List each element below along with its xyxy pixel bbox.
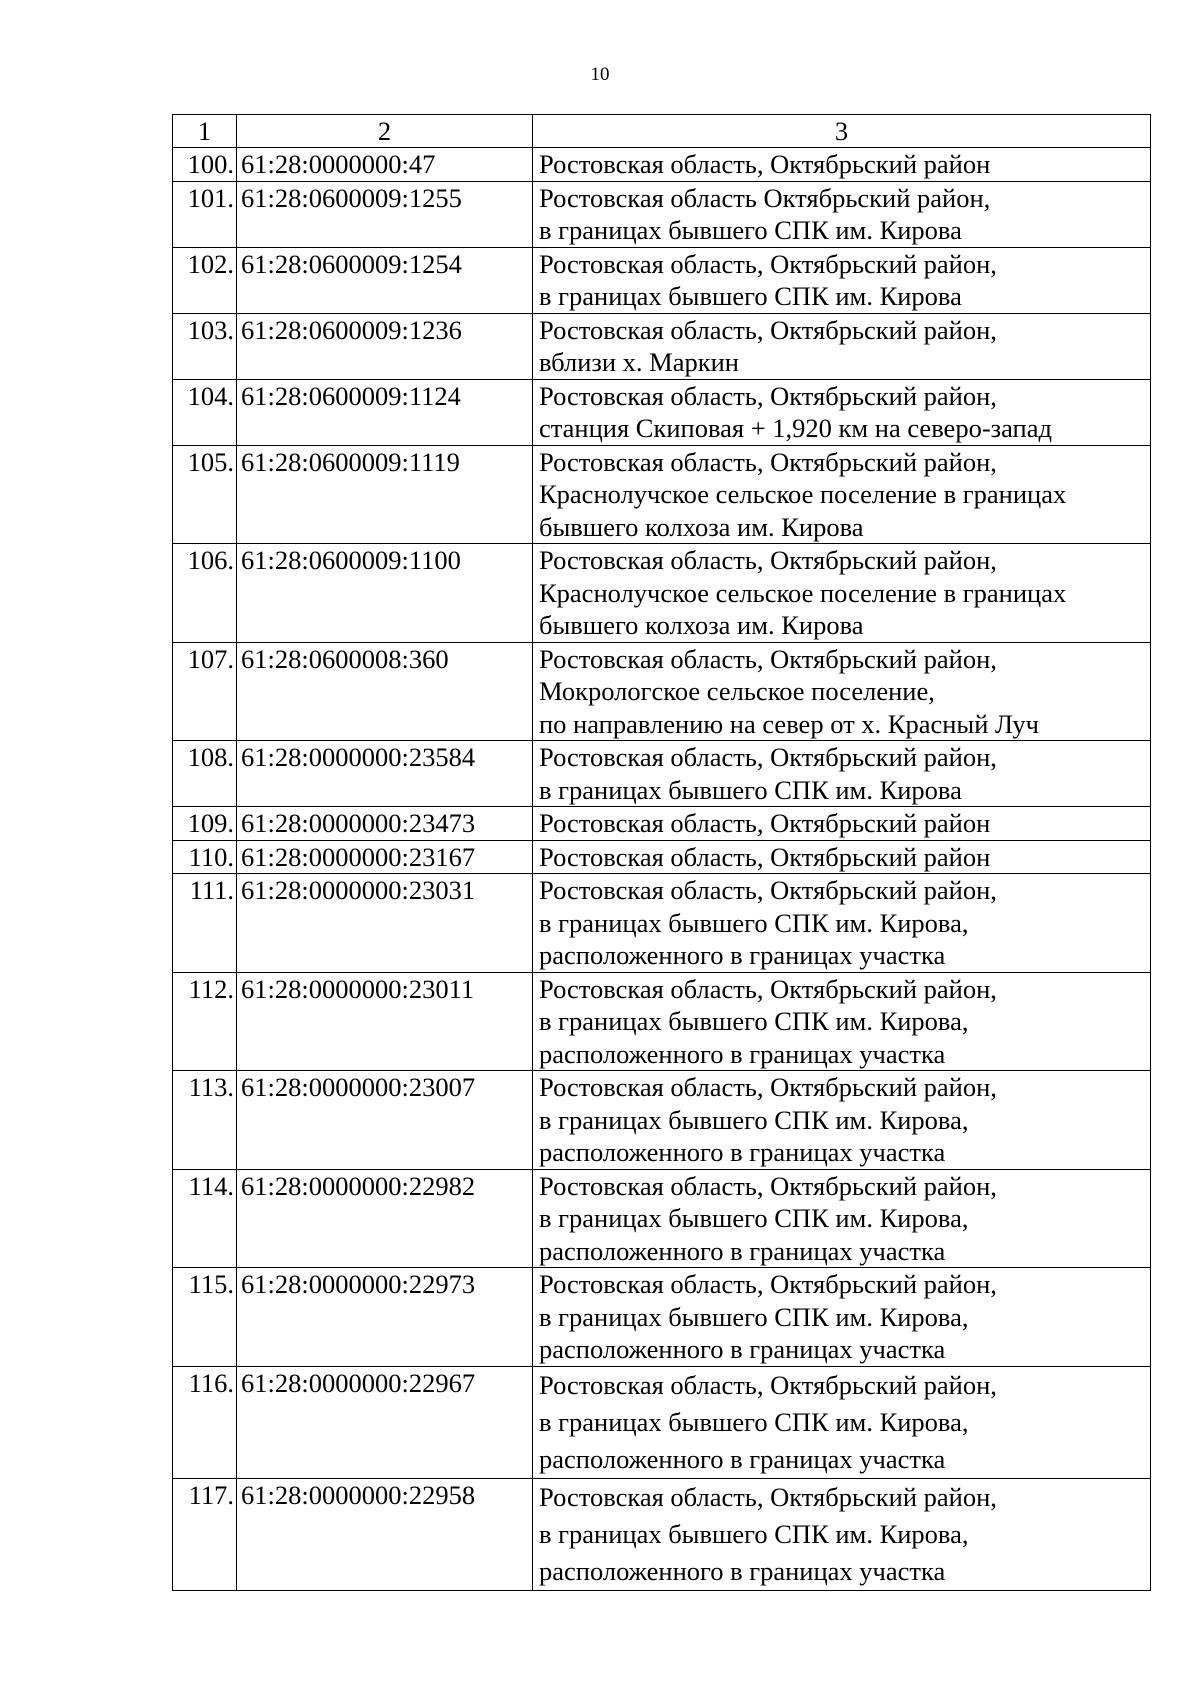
address-cell xyxy=(533,874,1151,973)
row-number-cell: 109. xyxy=(173,807,237,841)
row-number-cell: 105. xyxy=(173,445,237,544)
address-line: в границах бывшего СПК им. Кирова, xyxy=(539,1203,969,1233)
address-cell xyxy=(533,379,1151,445)
row-number-cell: 100. xyxy=(173,148,237,182)
address-cell xyxy=(533,544,1151,643)
address-line: расположенного в границах участка xyxy=(539,1443,946,1474)
page-number: 10 xyxy=(590,64,610,85)
table-row xyxy=(173,1478,1151,1590)
cadastral-number-cell: 61:28:0000000:23473 xyxy=(237,807,533,841)
table-row xyxy=(173,1268,1151,1367)
row-number-cell: 117. xyxy=(173,1478,237,1590)
address-line: Ростовская область, Октябрьский район, xyxy=(539,1170,997,1201)
address-line: Краснолучское сельское поселение в границах xyxy=(539,479,1067,509)
address-line: расположенного в границах участка xyxy=(539,1235,946,1266)
cadastral-registry-table xyxy=(172,114,1151,1591)
address-line: Ростовская область, Октябрьский район xyxy=(539,841,991,872)
cadastral-number-cell: 61:28:0000000:22958 xyxy=(237,1478,533,1590)
cadastral-number-cell: 61:28:0600009:1119 xyxy=(237,445,533,544)
table-row xyxy=(173,972,1151,1071)
table-header-row xyxy=(173,115,1151,148)
address-line: в границах бывшего СПК им. Кирова xyxy=(539,281,962,311)
address-line: Мокрологское сельское поселение, xyxy=(539,676,935,706)
address-line: в границах бывшего СПК им. Кирова, xyxy=(539,1406,969,1437)
address-line: Ростовская область, Октябрьский район, xyxy=(539,1072,997,1102)
address-line: Ростовская область, Октябрьский район, xyxy=(539,380,997,411)
address-line: в границах бывшего СПК им. Кирова, xyxy=(539,1006,969,1036)
row-number-cell: 114. xyxy=(173,1169,237,1268)
cadastral-number-cell: 61:28:0000000:23584 xyxy=(237,741,533,807)
address-cell xyxy=(533,1169,1151,1268)
row-number-cell: 103. xyxy=(173,313,237,379)
table-row xyxy=(173,874,1151,973)
row-number-cell: 108. xyxy=(173,741,237,807)
address-line: Ростовская область, Октябрьский район, xyxy=(539,545,997,575)
row-number-cell: 107. xyxy=(173,642,237,741)
address-cell xyxy=(533,741,1151,807)
table-row xyxy=(173,181,1151,247)
table-row xyxy=(173,148,1151,182)
column-header-1: 1 xyxy=(173,115,237,148)
address-line: Ростовская область, Октябрьский район, xyxy=(539,973,997,1004)
address-line: в границах бывшего СПК им. Кирова, xyxy=(539,907,969,938)
row-number-cell: 106. xyxy=(173,544,237,643)
table-row xyxy=(173,642,1151,741)
address-cell xyxy=(533,445,1151,544)
address-cell xyxy=(533,1268,1151,1367)
address-line: Ростовская область, Октябрьский район, xyxy=(539,643,997,674)
table-row xyxy=(173,741,1151,807)
address-line: бывшего колхоза им. Кирова xyxy=(539,610,864,640)
address-line: вблизи х. Маркин xyxy=(539,347,739,377)
address-line: Ростовская область, Октябрьский район xyxy=(539,808,991,838)
address-cell xyxy=(533,1366,1151,1478)
address-line: в границах бывшего СПК им. Кирова, xyxy=(539,1518,969,1549)
address-cell xyxy=(533,807,1151,841)
address-cell xyxy=(533,1071,1151,1170)
cadastral-number-cell: 61:28:0000000:23011 xyxy=(237,972,533,1071)
row-number-cell: 112. xyxy=(173,972,237,1071)
table-row xyxy=(173,544,1151,643)
address-line: в границах бывшего СПК им. Кирова xyxy=(539,215,962,245)
row-number-cell: 116. xyxy=(173,1366,237,1478)
cadastral-number-cell: 61:28:0600009:1100 xyxy=(237,544,533,643)
address-line: расположенного в границах участка xyxy=(539,1555,946,1586)
address-cell xyxy=(533,972,1151,1071)
table-row xyxy=(173,379,1151,445)
address-cell xyxy=(533,642,1151,741)
table-row xyxy=(173,445,1151,544)
row-number-cell: 113. xyxy=(173,1071,237,1170)
address-line: Ростовская область, Октябрьский район, xyxy=(539,248,997,279)
cadastral-number-cell: 61:28:0600008:360 xyxy=(237,642,533,741)
address-line: Ростовская область, Октябрьский район, xyxy=(539,1481,997,1512)
row-number-cell: 115. xyxy=(173,1268,237,1367)
address-cell xyxy=(533,1478,1151,1590)
address-line: Ростовская область, Октябрьский район, xyxy=(539,1269,997,1299)
address-cell xyxy=(533,148,1151,182)
address-line: расположенного в границах участка xyxy=(539,1137,946,1167)
address-line: расположенного в границах участка xyxy=(539,940,946,970)
cadastral-number-cell: 61:28:0600009:1254 xyxy=(237,247,533,313)
cadastral-number-cell: 61:28:0600009:1124 xyxy=(237,379,533,445)
table-row xyxy=(173,807,1151,841)
address-line: Ростовская область Октябрьский район, xyxy=(539,182,991,213)
row-number-cell: 111. xyxy=(173,874,237,973)
address-cell xyxy=(533,181,1151,247)
address-line: Ростовская область, Октябрьский район xyxy=(539,149,991,179)
table-row xyxy=(173,840,1151,874)
row-number-cell: 104. xyxy=(173,379,237,445)
address-line: Ростовская область, Октябрьский район, xyxy=(539,1369,997,1400)
address-line: расположенного в границах участка xyxy=(539,1038,946,1069)
address-line: Краснолучское сельское поселение в границах xyxy=(539,577,1067,608)
address-cell xyxy=(533,840,1151,874)
table-row xyxy=(173,1071,1151,1170)
address-line: бывшего колхоза им. Кирова xyxy=(539,511,864,542)
row-number-cell: 102. xyxy=(173,247,237,313)
address-cell xyxy=(533,247,1151,313)
address-line: в границах бывшего СПК им. Кирова, xyxy=(539,1104,969,1135)
address-line: Ростовская область, Октябрьский район, xyxy=(539,446,997,477)
cadastral-number-cell: 61:28:0000000:22982 xyxy=(237,1169,533,1268)
table-row xyxy=(173,1169,1151,1268)
cadastral-number-cell: 61:28:0000000:22973 xyxy=(237,1268,533,1367)
cadastral-number-cell: 61:28:0000000:23007 xyxy=(237,1071,533,1170)
address-line: Ростовская область, Октябрьский район, xyxy=(539,875,997,905)
row-number-cell: 110. xyxy=(173,840,237,874)
cadastral-number-cell: 61:28:0600009:1255 xyxy=(237,181,533,247)
address-line: Ростовская область, Октябрьский район, xyxy=(539,314,997,345)
address-line: в границах бывшего СПК им. Кирова xyxy=(539,774,962,805)
table-row xyxy=(173,247,1151,313)
table-row xyxy=(173,1366,1151,1478)
cadastral-number-cell: 61:28:0000000:22967 xyxy=(237,1366,533,1478)
cadastral-number-cell: 61:28:0600009:1236 xyxy=(237,313,533,379)
address-line: в границах бывшего СПК им. Кирова, xyxy=(539,1301,969,1332)
address-line: Ростовская область, Октябрьский район, xyxy=(539,742,997,772)
row-number-cell: 101. xyxy=(173,181,237,247)
cadastral-number-cell: 61:28:0000000:47 xyxy=(237,148,533,182)
column-header-2: 2 xyxy=(237,115,533,148)
address-line: расположенного в границах участка xyxy=(539,1334,946,1364)
address-cell xyxy=(533,313,1151,379)
table-row xyxy=(173,313,1151,379)
address-line: по направлению на север от х. Красный Луч xyxy=(539,708,1039,739)
cadastral-number-cell: 61:28:0000000:23031 xyxy=(237,874,533,973)
cadastral-number-cell: 61:28:0000000:23167 xyxy=(237,840,533,874)
column-header-3: 3 xyxy=(533,115,1151,148)
address-line: станция Скиповая + 1,920 км на северо-запад xyxy=(539,413,1052,443)
table-body xyxy=(173,148,1151,1591)
